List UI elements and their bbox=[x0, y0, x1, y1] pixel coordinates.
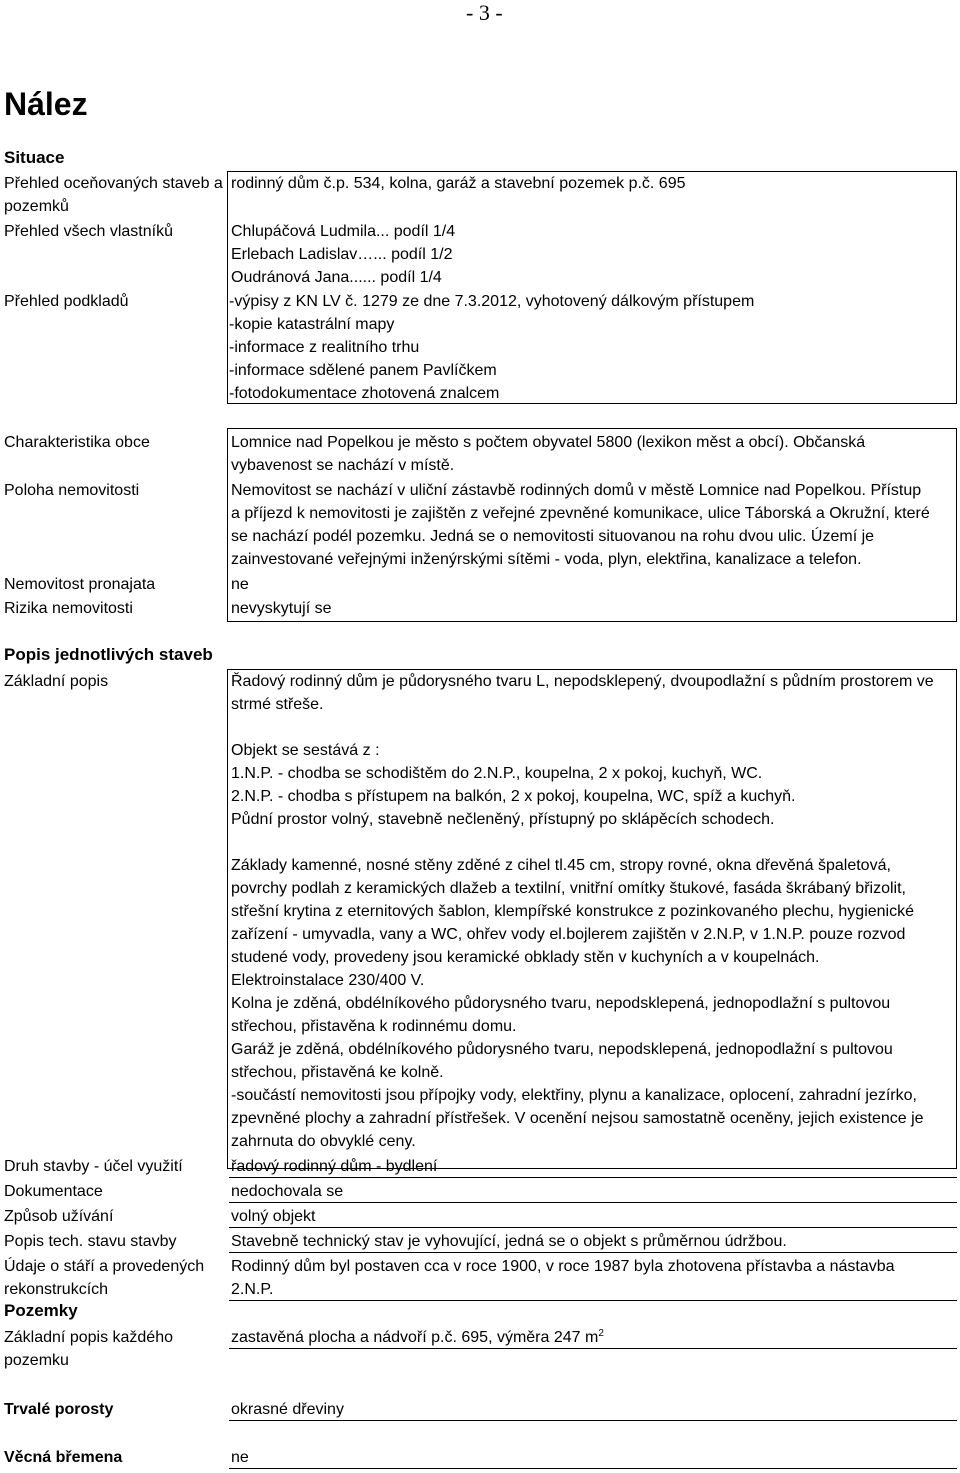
konstrukce-line-6: Elektroinstalace 230/400 V. bbox=[231, 972, 425, 989]
vlastnik-2: Erlebach Ladislav…... podíl 1/2 bbox=[231, 246, 453, 263]
soucasti-line-3: zahrnuta do obvyklé ceny. bbox=[231, 1133, 416, 1150]
objekt-line-4: Půdní prostor volný, stavebně nečleněný, přístupný po sklápěcích schodech. bbox=[231, 811, 775, 828]
vlastnici-label: Přehled všech vlastníků bbox=[4, 223, 173, 240]
soucasti-line-2: zpevněné plochy a zahradní přístřešek. V ocenění nejsou samostatně oceněny, jejich existence je bbox=[231, 1110, 924, 1127]
charakteristika-obce-label: Charakteristika obce bbox=[4, 434, 150, 451]
pozemek-popis-underline bbox=[229, 1348, 957, 1349]
vlastnik-3: Oudránová Jana...... podíl 1/4 bbox=[231, 269, 442, 286]
stari-underline bbox=[229, 1300, 957, 1301]
pozemek-popis-value bbox=[231, 1326, 604, 1349]
tech-stav-label: Popis tech. stavu stavby bbox=[4, 1233, 177, 1250]
page-number: - 3 - bbox=[466, 0, 503, 25]
pozemek-popis-label-line-1: Základní popis každého bbox=[4, 1329, 173, 1346]
poloha-line-2: a příjezd k nemovitosti je zajištěn z veřejné zpevněné komunikace, ulice Táborská a Okružní, které bbox=[231, 505, 930, 522]
prehled-staveb-label-line-2: pozemků bbox=[4, 198, 69, 215]
druh-stavby-value: řadový rodinný dům - bydlení bbox=[231, 1158, 438, 1175]
rizika-value: nevyskytují se bbox=[231, 600, 332, 617]
podklad-1: -výpisy z KN LV č. 1279 ze dne 7.3.2012, vyhotovený dálkovým přístupem bbox=[229, 293, 755, 310]
podklad-5: -fotodokumentace zhotovená znalcem bbox=[229, 385, 500, 402]
kolna-line-2: střechou, přistavěna k rodinnému domu. bbox=[231, 1018, 517, 1035]
charakteristika-obce-line-2: vybavenost se nachází v místě. bbox=[231, 457, 455, 474]
vecna-bremena-label: Věcná břemena bbox=[4, 1449, 123, 1466]
konstrukce-line-2: povrchy podlah z keramických dlažeb a textilní, vnitřní omítky štukové, fasáda škrábaný břizolit, bbox=[231, 880, 906, 897]
trvale-porosty-value: okrasné dřeviny bbox=[231, 1401, 344, 1418]
pozemek-popis-label-line-2: pozemku bbox=[4, 1352, 69, 1369]
zakladni-popis-line-2: strmé střeše. bbox=[231, 696, 324, 713]
poloha-line-3: se nachází podél pozemku. Jedná se o nemovitosti situovanou na rohu dvou ulic. Území je bbox=[231, 528, 875, 545]
vecna-bremena-value: ne bbox=[231, 1449, 249, 1466]
stari-label-line-2: rekonstrukcích bbox=[4, 1281, 109, 1298]
pozemek-popis-text: zastavěná plocha a nádvoří p.č. 695, výměra 247 m bbox=[231, 1329, 599, 1346]
objekt-line-2: 1.N.P. - chodba se schodištěm do 2.N.P., koupelna, 2 x pokoj, kuchyň, WC. bbox=[231, 765, 763, 782]
prehled-staveb-label-line-1: Přehled oceňovaných staveb a bbox=[4, 175, 223, 192]
prehled-staveb-value: rodinný dům č.p. 534, kolna, garáž a stavební pozemek p.č. 695 bbox=[231, 175, 686, 192]
zakladni-popis-label: Základní popis bbox=[4, 673, 109, 690]
pronajata-value: ne bbox=[231, 576, 249, 593]
rizika-label: Rizika nemovitosti bbox=[4, 600, 133, 617]
stari-label-line-1: Údaje o stáří a provedených bbox=[4, 1258, 205, 1275]
konstrukce-line-1: Základy kamenné, nosné stěny zděné z cihel tl.45 cm, stropy rovné, okna dřevěná špaletová, bbox=[231, 857, 891, 874]
konstrukce-line-3: střešní krytina z eternitových šablon, klempířské konstrukce z pozinkovaného plechu, hygienické bbox=[231, 903, 915, 920]
stari-line-1: Rodinný dům byl postaven cca v roce 1900, v roce 1987 byla zhotovena přístavba a nástavba bbox=[231, 1258, 895, 1275]
pronajata-label: Nemovitost pronajata bbox=[4, 576, 156, 593]
page-title: Nález bbox=[4, 86, 88, 122]
podklad-2: -kopie katastrální mapy bbox=[229, 316, 395, 333]
podklady-label: Přehled podkladů bbox=[4, 293, 129, 310]
vecna-bremena-underline bbox=[229, 1468, 957, 1469]
dokumentace-value: nedochovala se bbox=[231, 1183, 344, 1200]
zakladni-popis-line-1: Řadový rodinný dům je půdorysného tvaru L, nepodsklepený, dvoupodlažní s půdním prostorem ve bbox=[231, 673, 934, 690]
konstrukce-line-5: studené vody, provedeny jsou keramické obklady stěn v kuchyních a v koupelnách. bbox=[231, 949, 820, 966]
podklad-3: -informace z realitního trhu bbox=[229, 339, 420, 356]
charakteristika-obce-line-1: Lomnice nad Popelkou je město s počtem obyvatel 5800 (lexikon měst a obcí). Občanská bbox=[231, 434, 866, 451]
garaz-line-1: Garáž je zděná, obdélníkového půdorysného tvaru, nepodsklepená, jednopodlažní s pultovou bbox=[231, 1041, 893, 1058]
dokumentace-underline bbox=[229, 1202, 957, 1203]
stari-line-2: 2.N.P. bbox=[231, 1281, 274, 1298]
poloha-line-1: Nemovitost se nachází v uliční zástavbě rodinných domů v městě Lomnice nad Popelkou. Přístup bbox=[231, 482, 922, 499]
dokumentace-label: Dokumentace bbox=[4, 1183, 103, 1200]
poloha-line-4: zainvestované veřejnými inženýrskými sítěmi - voda, plyn, elektřina, kanalizace a telefon. bbox=[231, 551, 862, 568]
kolna-line-1: Kolna je zděná, obdélníkového půdorysného tvaru, nepodsklepená, jednopodlažní s pultovou bbox=[231, 995, 891, 1012]
zpusob-uzivani-underline bbox=[229, 1227, 957, 1228]
soucasti-line-1: -součástí nemovitosti jsou přípojky vody, elektřiny, plynu a kanalizace, oplocení, zahradní jezírko, bbox=[231, 1087, 917, 1104]
garaz-line-2: střechou, přistavěná ke kolně. bbox=[231, 1064, 444, 1081]
konstrukce-line-4: zařízení - umyvadla, vany a WC, ohřev vody el.bojlerem zajištěn v 2.N.P, v 1.N.P. pouze rozvod bbox=[231, 926, 906, 943]
tech-stav-value: Stavebně technický stav je vyhovující, jedná se o objekt s průměrnou údržbou. bbox=[231, 1233, 787, 1250]
objekt-line-3: 2.N.P. - chodba s přístupem na balkón, 2 x pokoj, koupelna, WC, spíž a kuchyň. bbox=[231, 788, 796, 805]
zpusob-uzivani-label: Způsob užívání bbox=[4, 1208, 114, 1225]
popis-staveb-heading: Popis jednotlivých staveb bbox=[4, 645, 213, 664]
pozemek-popis-superscript: 2 bbox=[598, 1328, 604, 1339]
objekt-line-1: Objekt se sestává z : bbox=[231, 742, 380, 759]
trvale-porosty-underline bbox=[229, 1420, 957, 1421]
druh-stavby-underline bbox=[229, 1177, 957, 1178]
vlastnik-1: Chlupáčová Ludmila... podíl 1/4 bbox=[231, 223, 456, 240]
druh-stavby-label: Druh stavby - účel využití bbox=[4, 1158, 183, 1175]
podklad-4: -informace sdělené panem Pavlíčkem bbox=[229, 362, 497, 379]
tech-stav-underline bbox=[229, 1252, 957, 1253]
situace-heading: Situace bbox=[4, 148, 65, 167]
zpusob-uzivani-value: volný objekt bbox=[231, 1208, 316, 1225]
pozemky-heading: Pozemky bbox=[4, 1301, 78, 1320]
trvale-porosty-label: Trvalé porosty bbox=[4, 1401, 114, 1418]
poloha-label: Poloha nemovitosti bbox=[4, 482, 140, 499]
